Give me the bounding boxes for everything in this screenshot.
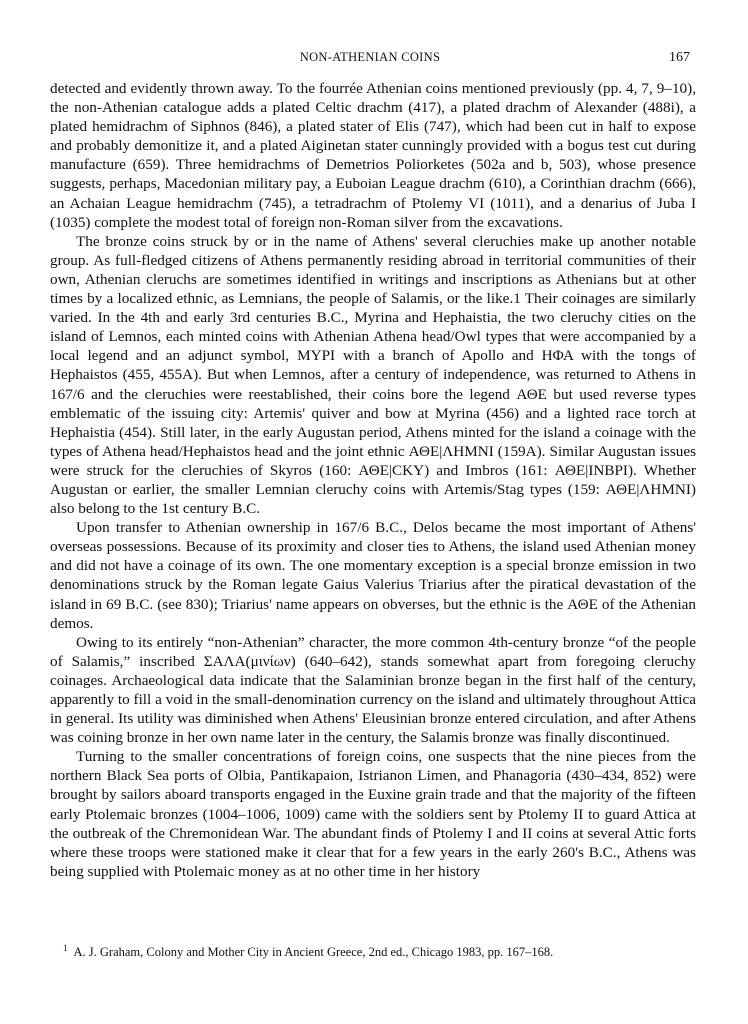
- paragraph-1: detected and evidently thrown away. To the fourrée Athenian coins mentioned previously (pp. 4, 7, 9–10), the non-Athenian catalogue adds a plated Celtic drachm (417), a plated drachm of Alexander (488i), a plated hemidrachm of Siphnos (846), a plated stater of Elis (747), which had been cut in half to expose and probably demonitize it, and a plated Aiginetan stater cunningly provided with a bogus test cut during manufacture (659). Three hemidrachms of Demetrios Poliorketes (502a and b, 503), whose presence suggests, perhaps, Macedonian military pay, a Euboian League drachm (610), a Corinthian drachm (666), an Achaian League hemidrachm (745), a tetradrachm of Ptolemy VI (1011), and a denarius of Juba I (1035) complete the modest total of foreign non-Roman silver from the excavations.: [50, 80, 696, 231]
- paragraph-5: Turning to the smaller concentrations of foreign coins, one suspects that the nine pieces from the northern Black Sea ports of Olbia, Pantikapaion, Istrianon Limen, and Phanagoria (430–434, 852) were brought by sailors aboard transports engaged in the Euxine grain trade and that the majority of the fifteen early Ptolemaic bronzes (1004–1006, 1009) came with the soldiers sent by Ptolemy II to guard Attica at the outbreak of the Chremonidean War. The abundant finds of Ptolemy I and II coins at several Attic forts where these troops were stationed make it clear that for a few years in the early 260's B.C., Athens was being supplied with Ptolemaic money as at no other time in her history: [50, 748, 696, 880]
- running-head: [50, 50, 690, 70]
- body-text: [50, 79, 696, 881]
- running-title: NON-ATHENIAN COINS: [299, 50, 441, 64]
- footnote: [63, 940, 683, 960]
- paragraph-2: The bronze coins struck by or in the name of Athens' several cleruchies make up another notable group. As full-fledged citizens of Athens permanently residing abroad in territorial communities of their own, Athenian cleruchs are sometimes identified in writings and inscriptions as Athenians but at other times by a localized ethnic, as Lemnians, the people of Salamis, or the like.1 Their coinages are similarly varied. In the 4th and early 3rd centuries B.C., Myrina and Hephaistia, the two cleruchy cities on the island of Lemnos, each minted coins with Athenian Athena head/Owl types that were accompanied by a local legend and an adjunct symbol, ΜΥΡΙ with a branch of Apollo and ΗΦΑ with the tongs of Hephaistos (455, 455A). But when Lemnos, after a century of independence, was returned to Athens in 167/6 and the cleruchies were reestablished, their coins bore the legend ΑΘΕ but used reverse types emblematic of the issuing city: Artemis' quiver and bow at Myrina (456) and a lighted race torch at Hephaistia (454). Still later, in the early Augustan period, Athens minted for the island a coinage with the types of Athena head/Hephaistos head and the joint ethnic ΑΘΕ|ΛΗΜΝΙ (159A). Similar Augustan issues were struck for the cleruchies of Skyros (160: ΑΘΕ|CΚΥ) and Imbros (161: ΑΘΕ|ΙΝΒΡΙ). Whether Augustan or earlier, the smaller Lemnian cleruchy coins with Artemis/Stag types (159: ΑΘΕ|ΛΗΜΝΙ) also belong to the 1st century B.C.: [50, 232, 696, 518]
- footnote-marker: 1: [63, 943, 68, 953]
- paragraph-4: Owing to its entirely “non-Athenian” character, the more common 4th-century bronze “of the people of Salamis,” inscribed ΣΑΛΑ(μινίων) (640–642), stands somewhat apart from foregoing cleruchy coinages. Archaeological data indicate that the Salaminian bronze began in the first half of the century, apparently to fill a void in the small-denomination currency on the island and ultimately throughout Attica in general. Its utility was diminished when Athens' Eleusinian bronze entered circulation, and after Athens was coining bronze in her own name later in the century, the Salamis bronze was finally discontinued.: [50, 633, 696, 747]
- paragraph-3: Upon transfer to Athenian ownership in 167/6 B.C., Delos became the most important of Athens' overseas possessions. Because of its proximity and closer ties to Athens, the island used Athenian money and did not have a coinage of its own. The one momentary exception is a special bronze emission in two denominations struck by the Roman legate Gaius Valerius Triarius after the piratical devastation of the island in 69 B.C. (see 830); Triarius' name appears on obverses, but the ethnic is the ΑΘΕ of the Athenian demos.: [50, 519, 696, 632]
- page-number: 167: [669, 50, 690, 65]
- footnote-text: A. J. Graham, Colony and Mother City in Ancient Greece, 2nd ed., Chicago 1983, pp. 167–168.: [73, 945, 554, 960]
